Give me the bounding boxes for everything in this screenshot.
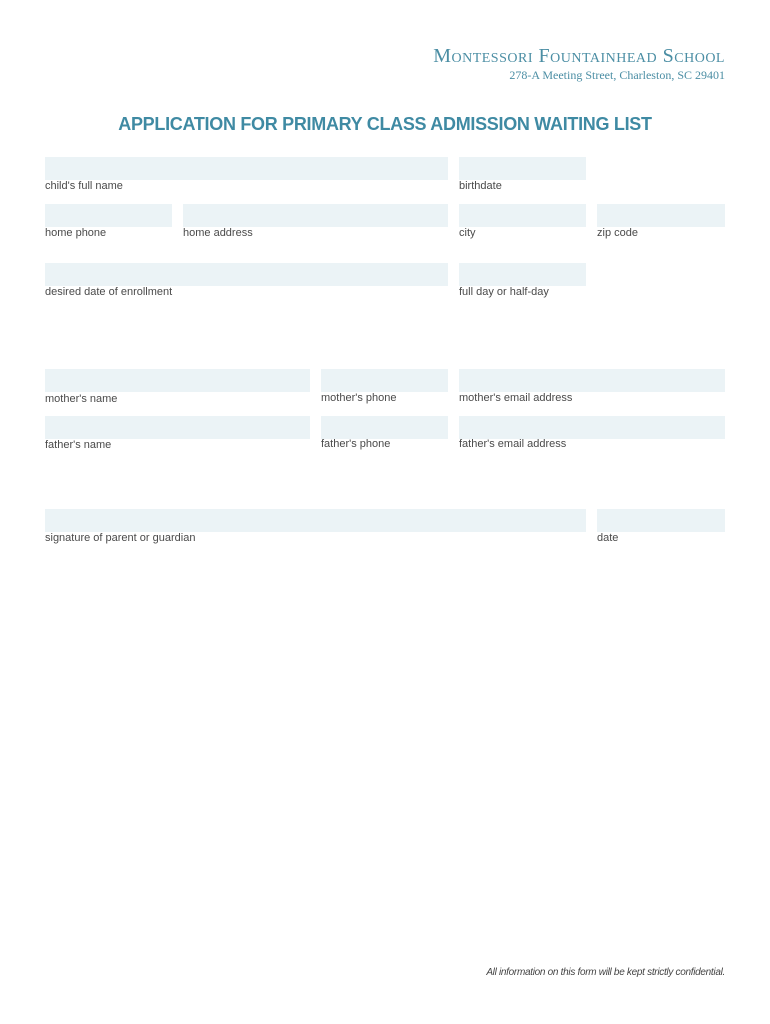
mother-email-label: mother's email address	[459, 392, 573, 404]
signature-field[interactable]	[45, 509, 586, 532]
date-field[interactable]	[597, 509, 725, 532]
birthdate-field[interactable]	[459, 157, 586, 180]
mother-phone-label: mother's phone	[321, 392, 397, 404]
child-name-label: child's full name	[45, 180, 123, 192]
father-name-label: father's name	[45, 439, 112, 451]
school-name: Montessori Fountainhead School	[433, 45, 725, 67]
confidentiality-note: All information on this form will be kept strictly confidential.	[486, 967, 725, 978]
school-address: 278-A Meeting Street, Charleston, SC 29401	[509, 68, 725, 82]
home-phone-field[interactable]	[45, 204, 172, 227]
form-title: APPLICATION FOR PRIMARY CLASS ADMISSION WAITING LIST	[118, 114, 652, 134]
father-name-field[interactable]	[45, 416, 310, 439]
mother-email-field[interactable]	[459, 369, 725, 392]
enrollment-date-label: desired date of enrollment	[45, 286, 173, 298]
full-or-half-day-field[interactable]	[459, 263, 586, 286]
mother-phone-field[interactable]	[321, 369, 448, 392]
father-email-field[interactable]	[459, 416, 725, 439]
home-address-label: home address	[183, 227, 253, 239]
zip-code-label: zip code	[597, 227, 638, 239]
date-label: date	[597, 532, 619, 544]
home-address-field[interactable]	[183, 204, 448, 227]
city-field[interactable]	[459, 204, 586, 227]
father-phone-label: father's phone	[321, 438, 391, 450]
birthdate-label: birthdate	[459, 180, 502, 192]
mother-name-field[interactable]	[45, 369, 310, 392]
full-or-half-day-label: full day or half-day	[459, 286, 549, 298]
city-label: city	[459, 227, 476, 239]
enrollment-date-field[interactable]	[45, 263, 448, 286]
father-phone-field[interactable]	[321, 416, 448, 439]
child-name-field[interactable]	[45, 157, 448, 180]
home-phone-label: home phone	[45, 227, 107, 239]
zip-code-field[interactable]	[597, 204, 725, 227]
signature-label: signature of parent or guardian	[45, 532, 196, 544]
mother-name-label: mother's name	[45, 393, 118, 405]
father-email-label: father's email address	[459, 438, 567, 450]
